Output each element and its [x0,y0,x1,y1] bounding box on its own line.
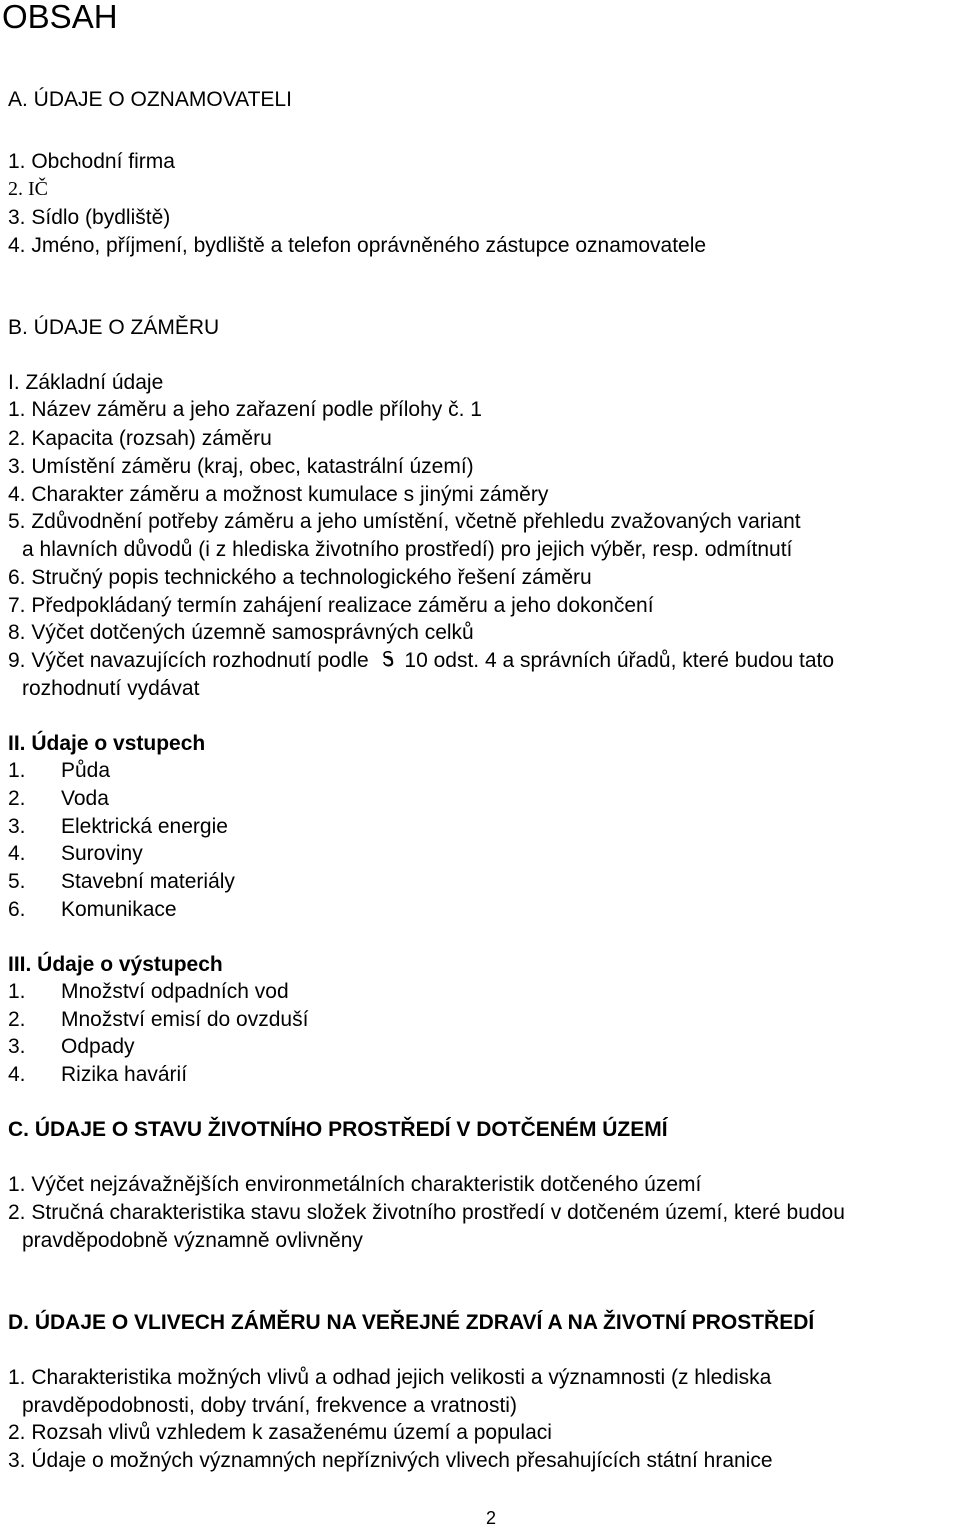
section-b-part3-number-4: 4. [8,1063,26,1086]
section-b-part1-item-1: 1. Název záměru a jeho zařazení podle přílohy č. 1 [8,398,482,421]
section-b-part1-item-4: 4. Charakter záměru a možnost kumulace s jinými záměry [8,483,549,506]
section-b-part3-item-4: Rizika havárií [61,1063,188,1086]
section-b-part2-item-5: Stavební materiály [61,870,235,893]
section-b-part1-item-5: 5. Zdůvodnění potřeby záměru a jeho umístění, včetně přehledu zvažovaných variant [8,510,801,533]
section-b-part2-item-4: Suroviny [61,842,143,865]
paragraph-sign-icon [381,651,395,669]
page-number: 2 [486,1508,497,1528]
section-b-part2-item-1: Půda [61,759,111,782]
section-b-part2-number-1: 1. [8,759,26,782]
section-b-part3-number-2: 2. [8,1008,26,1031]
section-b-part1-item-9-cont: rozhodnutí vydávat [22,677,200,700]
section-b-part2-item-2: Voda [61,787,109,810]
section-a-heading: A. ÚDAJE O OZNAMOVATELI [8,88,292,111]
section-b-part3-item-3: Odpady [61,1035,135,1058]
section-b-part1-item-8: 8. Výčet dotčených územně samosprávných celků [8,621,474,644]
section-b-part2-number-4: 4. [8,842,26,865]
section-a-item-4: 4. Jméno, příjmení, bydliště a telefon oprávněného zástupce oznamovatele [8,234,707,257]
section-b-part2-number-2: 2. [8,787,26,810]
section-b-part2-number-6: 6. [8,898,26,921]
section-b-part1-item-6: 6. Stručný popis technického a technologického řešení záměru [8,566,592,589]
section-c-item-2-cont: pravděpodobně významně ovlivněny [22,1229,363,1252]
section-b-part2-item-3: Elektrická energie [61,815,228,838]
section-b-part1-item-5-cont: a hlavních důvodů (i z hlediska životního prostředí) pro jejich výběr, resp. odmítnutí [22,538,793,561]
section-b-part1-item-7: 7. Předpokládaný termín zahájení realizace záměru a jeho dokončení [8,594,654,617]
page-title: OBSAH [2,0,118,35]
section-b-part3-heading: III. Údaje o výstupech [8,953,223,976]
section-b-part2-number-3: 3. [8,815,26,838]
section-d-heading: D. ÚDAJE O VLIVECH ZÁMĚRU NA VEŘEJNÉ ZDRAVÍ A NA ŽIVOTNÍ PROSTŘEDÍ [8,1311,815,1334]
section-b-part2-heading: II. Údaje o vstupech [8,732,206,755]
section-d-item-1: 1. Charakteristika možných vlivů a odhad jejich velikosti a významnosti (z hlediska [8,1366,772,1389]
section-b-part1-item-9-end: 10 odst. 4 a správních úřadů, které budou tato [404,649,835,672]
section-b-part1-item-3: 3. Umístění záměru (kraj, obec, katastrální území) [8,455,474,478]
section-b-part1-heading: I. Základní údaje [8,371,164,394]
section-b-part1-item-2: 2. Kapacita (rozsah) záměru [8,427,272,450]
section-b-part2-item-6: Komunikace [61,898,177,921]
section-c-item-2: 2. Stručná charakteristika stavu složek životního prostředí v dotčeném území, které budou [8,1201,845,1224]
section-b-part1-item-9 [8,650,834,671]
section-a-item-3: 3. Sídlo (bydliště) [8,206,171,229]
section-b-part3-item-1: Množství odpadních vod [61,980,289,1003]
section-b-part3-item-2: Množství emisí do ovzduší [61,1008,309,1031]
section-c-item-1: 1. Výčet nejzávažnějších environmetálních charakteristik dotčeného území [8,1173,702,1196]
section-a-item-2: 2. IČ [8,178,48,200]
section-d-item-2: 2. Rozsah vlivů vzhledem k zasaženému území a populaci [8,1421,552,1444]
section-c-heading: C. ÚDAJE O STAVU ŽIVOTNÍHO PROSTŘEDÍ V DOTČENÉM ÚZEMÍ [8,1118,668,1141]
section-b-part3-number-3: 3. [8,1035,26,1058]
section-b-part2-number-5: 5. [8,870,26,893]
section-b-heading: B. ÚDAJE O ZÁMĚRU [8,316,220,339]
section-d-item-3: 3. Údaje o možných významných nepříznivých vlivech přesahujících státní hranice [8,1449,773,1472]
section-b-part3-number-1: 1. [8,980,26,1003]
section-d-item-1-cont: pravděpodobnosti, doby trvání, frekvence a vratnosti) [22,1394,517,1417]
section-b-part1-item-9-start: 9. Výčet navazujících rozhodnutí podle [8,649,369,672]
section-a-item-1: 1. Obchodní firma [8,150,175,173]
